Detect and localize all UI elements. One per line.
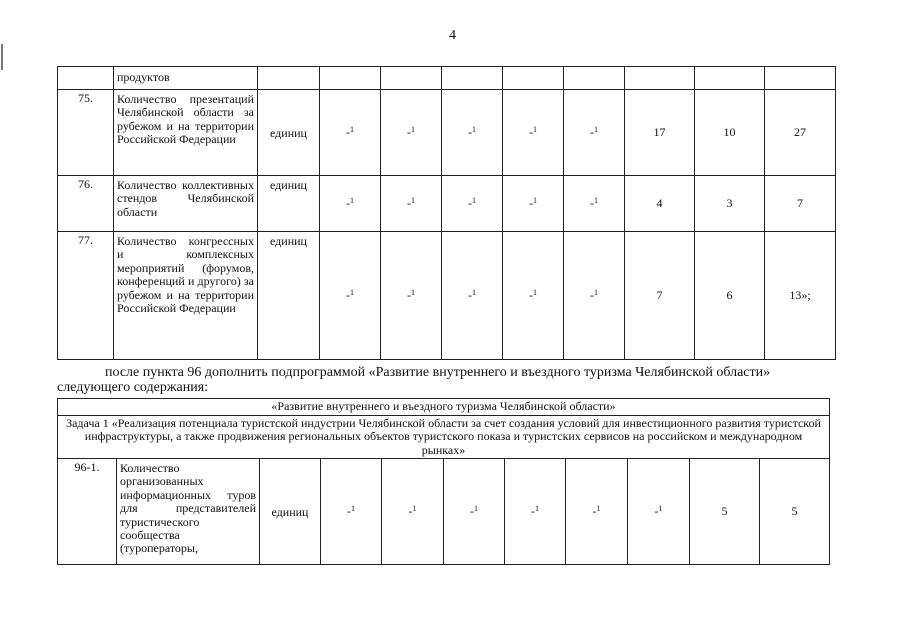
amendment-paragraph-continuation: следующего содержания: — [57, 380, 209, 395]
row-number: 77. — [58, 232, 114, 360]
value-cell: -$^1$ — [503, 176, 564, 232]
unit-cell — [258, 67, 320, 90]
value-cell: -$^1$ — [320, 176, 381, 232]
indicator-name: Количество конгрессных и комплексных мероприятий (форумов, конференций и другого) за рубежом и на территории Российской Федерации — [114, 232, 258, 360]
row-number — [58, 67, 114, 90]
unit-cell: единиц — [260, 459, 321, 565]
row-number: 76. — [58, 176, 114, 232]
value-cell: -$^1$ — [381, 176, 442, 232]
value-cell: 17 — [625, 90, 695, 176]
value-cell: -$^1$ — [442, 232, 503, 360]
table-row — [58, 232, 836, 360]
value-cell: -$^1$ — [320, 232, 381, 360]
value-cell: -$^1$ — [381, 232, 442, 360]
row-number: 75. — [58, 90, 114, 176]
unit-cell: единиц — [258, 232, 320, 360]
value-cell: -$^1$ — [320, 90, 381, 176]
indicator-name: Количество организованных информационных туров для представителей туристического сообщества (туроператоры, — [117, 459, 260, 565]
value-cell — [765, 67, 836, 90]
value-cell — [695, 67, 765, 90]
subprogram-title: «Развитие внутреннего и въездного туризма Челябинской области» — [58, 399, 830, 416]
value-cell: -$^1$ — [442, 176, 503, 232]
indicator-name: Количество коллективных стендов Челябинской области — [114, 176, 258, 232]
indicator-name: Количество презентаций Челябинской области за рубежом и на территории Российской Федерации — [114, 90, 258, 176]
value-cell: -$^1$ — [505, 459, 566, 565]
value-cell: 10 — [695, 90, 765, 176]
value-cell — [442, 67, 503, 90]
indicators-table-2 — [57, 398, 830, 565]
value-cell: 7 — [765, 176, 836, 232]
value-cell: -$^1$ — [503, 232, 564, 360]
table-row — [58, 399, 830, 416]
value-cell: 7 — [625, 232, 695, 360]
value-cell — [564, 67, 625, 90]
unit-cell: единиц — [258, 90, 320, 176]
indicators-table-1 — [57, 66, 836, 360]
value-cell: -$^1$ — [444, 459, 505, 565]
value-cell: 5 — [760, 459, 830, 565]
table-row — [58, 67, 836, 90]
indicator-name: продуктов — [114, 67, 258, 90]
table-row — [58, 176, 836, 232]
value-cell: -$^1$ — [628, 459, 690, 565]
value-cell: 4 — [625, 176, 695, 232]
value-cell: -$^1$ — [564, 232, 625, 360]
value-cell — [320, 67, 381, 90]
value-cell: -$^1$ — [503, 90, 564, 176]
table-row — [58, 90, 836, 176]
value-cell: -$^1$ — [442, 90, 503, 176]
table-row — [58, 415, 830, 459]
row-number: 96-1. — [58, 459, 117, 565]
value-cell: -$^1$ — [382, 459, 444, 565]
unit-cell: единиц — [258, 176, 320, 232]
value-cell: 27 — [765, 90, 836, 176]
value-cell: -$^1$ — [564, 90, 625, 176]
value-cell: 3 — [695, 176, 765, 232]
value-cell: 6 — [695, 232, 765, 360]
scan-margin-mark — [1, 44, 3, 70]
value-cell — [503, 67, 564, 90]
task-description: Задача 1 «Реализация потенциала туристской индустрии Челябинской области за счет создания условий для инвестиционного развития туристской инфраструктуры, а также продвижения региональных объектов туристского показа и туристских сервисов на российском и международном рынках» — [58, 415, 830, 459]
value-cell: -$^1$ — [564, 176, 625, 232]
value-cell: 13»; — [765, 232, 836, 360]
value-cell — [625, 67, 695, 90]
table-row — [58, 459, 830, 565]
value-cell — [381, 67, 442, 90]
value-cell: -$^1$ — [321, 459, 382, 565]
value-cell: -$^1$ — [381, 90, 442, 176]
value-cell: -$^1$ — [566, 459, 628, 565]
amendment-paragraph: после пункта 96 дополнить подпрограммой «Развитие внутреннего и въездного туризма Челябинской области» — [105, 365, 771, 380]
page-number: 4 — [449, 28, 456, 43]
value-cell: 5 — [690, 459, 760, 565]
